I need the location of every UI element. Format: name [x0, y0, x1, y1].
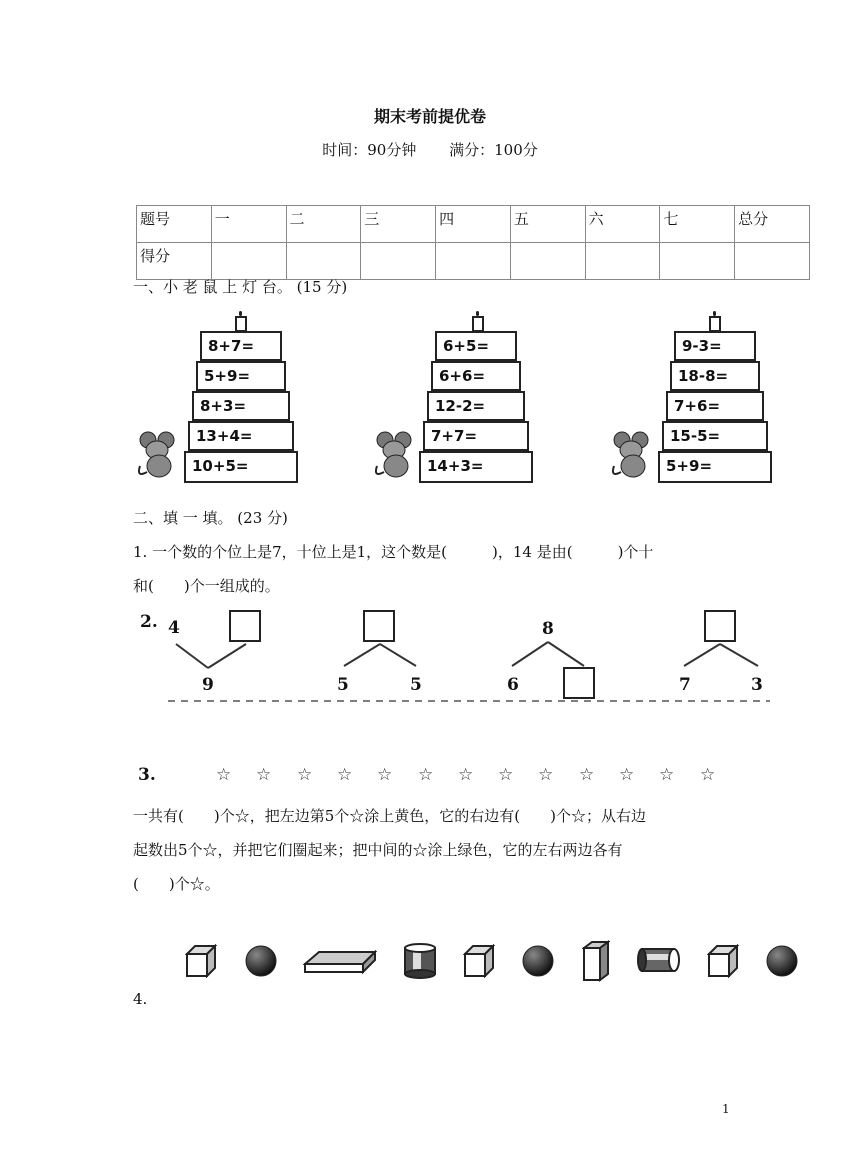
tower-equation: 5+9= [196, 361, 286, 391]
lamp-tower-3 [604, 310, 784, 490]
tower-equation: 13+4= [188, 421, 294, 451]
bond1-top: 4 [168, 618, 180, 638]
star-icon[interactable]: ☆ [418, 765, 434, 785]
score-table-cell: 三 [361, 206, 436, 243]
exam-info [0, 139, 860, 160]
sphere-icon [521, 944, 555, 978]
exam-time: 时间：90分钟 [322, 141, 417, 159]
bond2-left: 5 [337, 675, 349, 695]
cuboid-tall-icon [582, 940, 610, 982]
score-table-cell: 一 [211, 206, 286, 243]
bond4-right: 3 [751, 675, 763, 695]
bond3-top: 8 [542, 619, 554, 639]
score-table-cell: 五 [510, 206, 585, 243]
bond2-right: 5 [410, 675, 422, 695]
star-icon[interactable]: ☆ [377, 765, 393, 785]
score-table-cell: 七 [660, 206, 735, 243]
score-table-blank-cell[interactable] [735, 243, 810, 280]
star-icon[interactable]: ☆ [216, 765, 232, 785]
tower-equation: 14+3= [419, 451, 533, 483]
lamp-tower-1 [130, 310, 310, 490]
q3-label: 3. [138, 765, 156, 785]
tower-equation: 6+6= [431, 361, 521, 391]
bond2-answer-box[interactable] [363, 610, 395, 642]
q3-line2: 起数出5个☆，并把它们圈起来；把中间的☆涂上绿色，它的左右两边各有 [133, 841, 623, 859]
score-table [136, 205, 810, 280]
q1-line1: 1. 一个数的个位上是7，十位上是1，这个数是( )，14 是由( )个十 [133, 543, 654, 561]
score-table-blank-cell[interactable] [660, 243, 735, 280]
score-table-header-row [137, 206, 810, 243]
star-icon[interactable]: ☆ [659, 765, 675, 785]
section1-heading: 一、小 老 鼠 上 灯 台。 (15 分) [133, 278, 348, 296]
q3-line3: ( )个☆。 [133, 875, 220, 893]
score-table-cell: 六 [585, 206, 660, 243]
tower-equation: 18-8= [670, 361, 760, 391]
score-table-blank-cell[interactable] [211, 243, 286, 280]
sphere-icon [244, 944, 278, 978]
tower-equation: 7+7= [423, 421, 529, 451]
cube-icon [463, 944, 495, 978]
q1-line2: 和( )个一组成的。 [133, 577, 280, 595]
score-table-blank-cell[interactable] [436, 243, 511, 280]
star-icon[interactable]: ☆ [700, 765, 716, 785]
cube-icon [185, 944, 217, 978]
exam-full-score: 满分：100分 [449, 141, 538, 159]
bond4-left: 7 [679, 675, 691, 695]
score-table-blank-cell[interactable] [361, 243, 436, 280]
bond1-total: 9 [202, 675, 214, 695]
tower-equation: 15-5= [662, 421, 768, 451]
tower-equation: 6+5= [435, 331, 517, 361]
tower-equation: 5+9= [658, 451, 772, 483]
score-table-blank-cell[interactable] [510, 243, 585, 280]
cylinder-lying-icon [636, 946, 682, 974]
bond3-answer-box[interactable] [563, 667, 595, 699]
tower-equation: 8+3= [192, 391, 290, 421]
tower-equation: 12-2= [427, 391, 525, 421]
star-icon[interactable]: ☆ [256, 765, 272, 785]
q3-line1: 一共有( )个☆，把左边第5个☆涂上黄色，它的右边有( )个☆；从右边 [133, 807, 646, 825]
cube-icon [707, 944, 739, 978]
score-table-row-label: 得分 [137, 243, 212, 280]
score-table-cell: 总分 [735, 206, 810, 243]
cylinder-icon [403, 942, 437, 980]
star-icon[interactable]: ☆ [619, 765, 635, 785]
page-title: 期末考前提优卷 [373, 107, 486, 126]
tower-equation: 7+6= [666, 391, 764, 421]
score-table-blank-cell[interactable] [585, 243, 660, 280]
star-icon[interactable]: ☆ [538, 765, 554, 785]
score-table-cell: 二 [286, 206, 361, 243]
section2-heading: 二、填 一 填。 (23 分) [133, 509, 288, 527]
mouse-icon [134, 430, 180, 480]
star-icon[interactable]: ☆ [498, 765, 514, 785]
lamp-icon [709, 316, 721, 332]
score-table-score-row [137, 243, 810, 280]
star-icon[interactable]: ☆ [297, 765, 313, 785]
lamp-icon [472, 316, 484, 332]
star-icon[interactable]: ☆ [458, 765, 474, 785]
mouse-icon [371, 430, 417, 480]
bond4-answer-box[interactable] [704, 610, 736, 642]
score-table-blank-cell[interactable] [286, 243, 361, 280]
sphere-icon [765, 944, 799, 978]
lamp-icon [235, 316, 247, 332]
bond1-answer-box[interactable] [229, 610, 261, 642]
tower-equation: 9-3= [674, 331, 756, 361]
bond3-left: 6 [507, 675, 519, 695]
mouse-icon [608, 430, 654, 480]
score-table-cell: 题号 [137, 206, 212, 243]
q4-label: 4. [133, 990, 148, 1008]
page-number: 1 [722, 1102, 730, 1116]
score-table-cell: 四 [436, 206, 511, 243]
star-icon[interactable]: ☆ [337, 765, 353, 785]
q2-label: 2. [140, 612, 158, 632]
star-icon[interactable]: ☆ [579, 765, 595, 785]
lamp-tower-2 [365, 310, 545, 490]
cuboid-flat-icon [303, 948, 377, 974]
tower-equation: 10+5= [184, 451, 298, 483]
tower-equation: 8+7= [200, 331, 282, 361]
